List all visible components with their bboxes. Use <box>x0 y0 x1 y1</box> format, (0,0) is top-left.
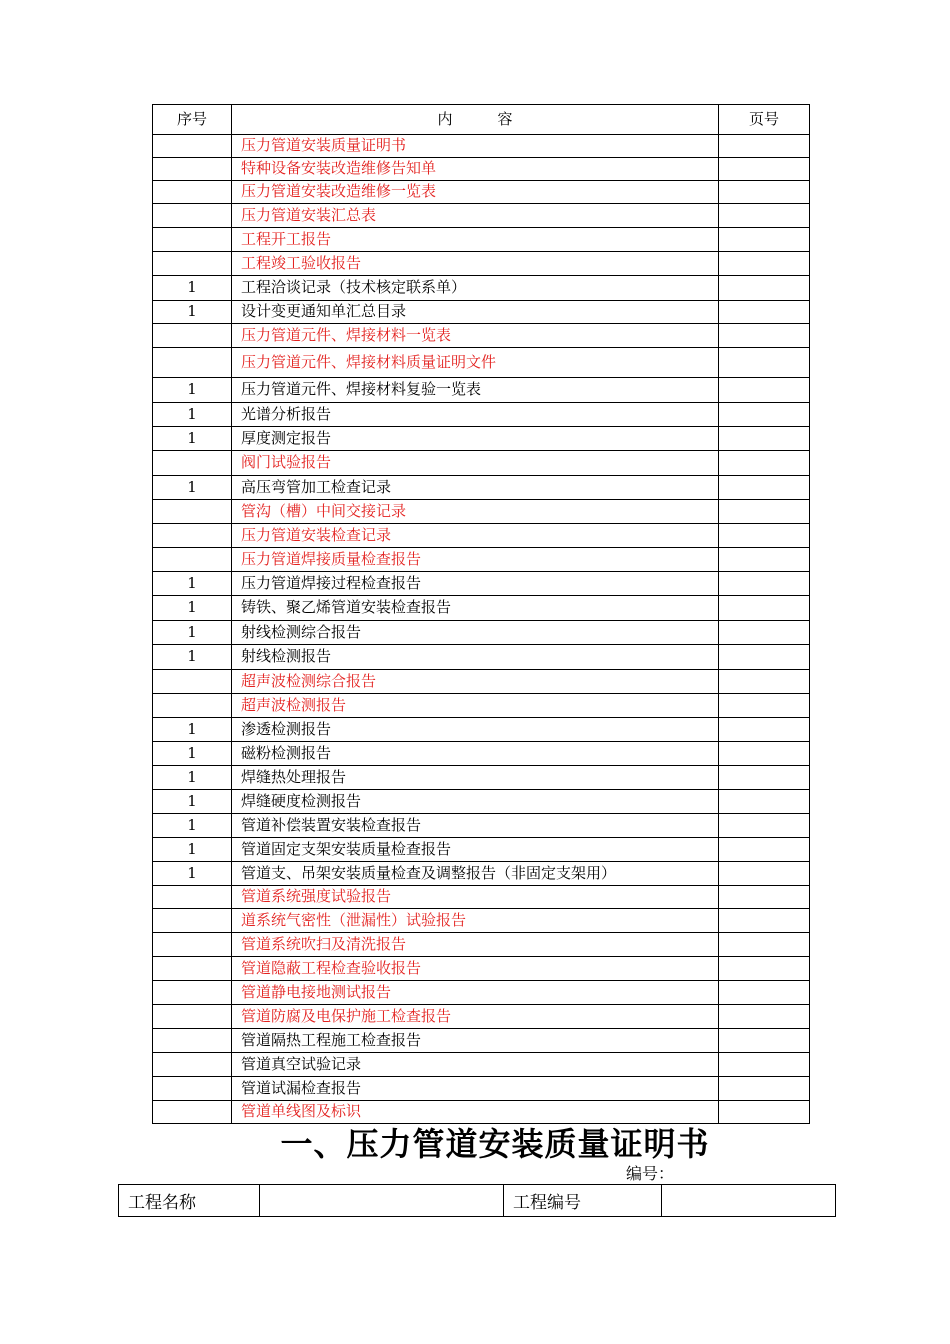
toc-row-page <box>719 301 810 324</box>
project-info-table <box>118 1184 836 1217</box>
toc-row-content: 管道防腐及电保护施工检查报告 <box>232 1005 719 1029</box>
toc-row-content: 管道固定支架安装质量检查报告 <box>232 838 719 862</box>
toc-row-content: 管道静电接地测试报告 <box>232 981 719 1005</box>
project-number-field[interactable] <box>662 1185 836 1217</box>
toc-row-seq <box>153 348 232 378</box>
toc-row-content: 压力管道元件、焊接材料一览表 <box>232 324 719 348</box>
project-info-row <box>119 1185 836 1217</box>
toc-row <box>153 645 810 670</box>
project-name-label: 工程名称 <box>119 1185 260 1217</box>
toc-row-seq <box>153 451 232 476</box>
toc-row-content: 射线检测报告 <box>232 645 719 670</box>
toc-row <box>153 1077 810 1101</box>
project-name-field[interactable] <box>260 1185 504 1217</box>
toc-row-page <box>719 348 810 378</box>
toc-row-page <box>719 228 810 252</box>
toc-row-page <box>719 403 810 427</box>
toc-row-seq <box>153 1077 232 1101</box>
toc-row <box>153 862 810 886</box>
toc-row <box>153 158 810 181</box>
toc-row-page <box>719 476 810 500</box>
toc-row <box>153 933 810 957</box>
toc-row <box>153 301 810 324</box>
toc-row-seq <box>153 981 232 1005</box>
toc-row-seq: 1 <box>153 838 232 862</box>
toc-row-content: 厚度测定报告 <box>232 427 719 451</box>
toc-row <box>153 427 810 451</box>
toc-row <box>153 252 810 276</box>
section-title: 一、压力管道安装质量证明书 <box>280 1125 710 1163</box>
toc-row <box>153 838 810 862</box>
toc-row-seq: 1 <box>153 276 232 301</box>
toc-header-row <box>153 105 810 135</box>
toc-row-content: 管道真空试验记录 <box>232 1053 719 1077</box>
toc-row <box>153 135 810 158</box>
toc-row-page <box>719 933 810 957</box>
toc-row-page <box>719 324 810 348</box>
toc-row-page <box>719 427 810 451</box>
toc-row-content: 压力管道元件、焊接材料复验一览表 <box>232 378 719 403</box>
toc-row-page <box>719 596 810 621</box>
toc-row <box>153 276 810 301</box>
toc-row-seq: 1 <box>153 572 232 596</box>
toc-row-content: 工程竣工验收报告 <box>232 252 719 276</box>
toc-row-page <box>719 524 810 548</box>
toc-row-seq: 1 <box>153 596 232 621</box>
toc-row <box>153 766 810 790</box>
toc-row-page <box>719 838 810 862</box>
toc-row-seq <box>153 500 232 524</box>
toc-row <box>153 181 810 204</box>
header-seq: 序号 <box>153 105 232 135</box>
toc-row-page <box>719 1029 810 1053</box>
document-number-label: 编号： <box>626 1164 675 1183</box>
toc-row-seq <box>153 933 232 957</box>
toc-row-content: 管道补偿装置安装检查报告 <box>232 814 719 838</box>
toc-row-seq <box>153 1005 232 1029</box>
toc-row-page <box>719 500 810 524</box>
toc-row <box>153 451 810 476</box>
toc-row-content: 超声波检测报告 <box>232 694 719 718</box>
toc-row-content: 管道单线图及标识 <box>232 1101 719 1124</box>
toc-row-content: 射线检测综合报告 <box>232 621 719 645</box>
toc-row-page <box>719 135 810 158</box>
toc-row-seq <box>153 524 232 548</box>
toc-row-seq <box>153 1053 232 1077</box>
project-number-label: 工程编号 <box>504 1185 662 1217</box>
toc-row-page <box>719 451 810 476</box>
toc-row-seq: 1 <box>153 790 232 814</box>
toc-row-content: 压力管道焊接过程检查报告 <box>232 572 719 596</box>
toc-row-content: 阀门试验报告 <box>232 451 719 476</box>
toc-row-seq <box>153 228 232 252</box>
toc-row-content: 特种设备安装改造维修告知单 <box>232 158 719 181</box>
toc-row-content: 压力管道安装质量证明书 <box>232 135 719 158</box>
toc-row-seq: 1 <box>153 718 232 742</box>
toc-row-page <box>719 718 810 742</box>
toc-row-page <box>719 621 810 645</box>
toc-row-content: 光谱分析报告 <box>232 403 719 427</box>
toc-row-seq <box>153 158 232 181</box>
toc-row-page <box>719 378 810 403</box>
toc-row <box>153 378 810 403</box>
toc-row-content: 压力管道元件、焊接材料质量证明文件 <box>232 348 719 378</box>
toc-table <box>152 104 810 1124</box>
toc-row-seq: 1 <box>153 814 232 838</box>
toc-row <box>153 548 810 572</box>
toc-row-content: 管道系统强度试验报告 <box>232 886 719 909</box>
toc-row-seq <box>153 909 232 933</box>
toc-row-content: 焊缝热处理报告 <box>232 766 719 790</box>
toc-row-page <box>719 694 810 718</box>
toc-row-content: 压力管道安装改造维修一览表 <box>232 181 719 204</box>
toc-row-seq: 1 <box>153 742 232 766</box>
toc-row-page <box>719 252 810 276</box>
toc-row-seq: 1 <box>153 645 232 670</box>
toc-row-content: 渗透检测报告 <box>232 718 719 742</box>
toc-row-page <box>719 645 810 670</box>
toc-row-page <box>719 572 810 596</box>
toc-row <box>153 814 810 838</box>
toc-row <box>153 476 810 500</box>
toc-row <box>153 1053 810 1077</box>
header-page: 页号 <box>719 105 810 135</box>
toc-row-content: 道系统气密性（泄漏性）试验报告 <box>232 909 719 933</box>
toc-row-page <box>719 1077 810 1101</box>
toc-row-content: 管道系统吹扫及清洗报告 <box>232 933 719 957</box>
header-content: 内 容 <box>232 105 719 135</box>
toc-row-page <box>719 766 810 790</box>
toc-row <box>153 718 810 742</box>
toc-row <box>153 909 810 933</box>
toc-row <box>153 324 810 348</box>
toc-row-content: 焊缝硬度检测报告 <box>232 790 719 814</box>
toc-row-content: 压力管道焊接质量检查报告 <box>232 548 719 572</box>
toc-row-content: 管道隐蔽工程检查验收报告 <box>232 957 719 981</box>
toc-row-seq <box>153 181 232 204</box>
toc-row-page <box>719 670 810 694</box>
toc-row-seq: 1 <box>153 476 232 500</box>
toc-row <box>153 1005 810 1029</box>
toc-row-page <box>719 909 810 933</box>
toc-row-page <box>719 276 810 301</box>
toc-row-page <box>719 1053 810 1077</box>
toc-row <box>153 670 810 694</box>
toc-row-seq <box>153 886 232 909</box>
toc-row-content: 超声波检测综合报告 <box>232 670 719 694</box>
toc-row-content: 管沟（槽）中间交接记录 <box>232 500 719 524</box>
toc-row-seq <box>153 694 232 718</box>
toc-row <box>153 500 810 524</box>
toc-row <box>153 790 810 814</box>
toc-row-seq <box>153 324 232 348</box>
toc-row-page <box>719 1005 810 1029</box>
toc-row <box>153 1029 810 1053</box>
toc-row <box>153 981 810 1005</box>
toc-row <box>153 886 810 909</box>
toc-row-content: 工程洽谈记录（技术核定联系单） <box>232 276 719 301</box>
toc-row <box>153 621 810 645</box>
toc-row-page <box>719 814 810 838</box>
toc-row-content: 压力管道安装汇总表 <box>232 204 719 228</box>
toc-row <box>153 204 810 228</box>
toc-row-seq: 1 <box>153 301 232 324</box>
toc-row <box>153 742 810 766</box>
toc-row-seq: 1 <box>153 621 232 645</box>
toc-row-content: 管道隔热工程施工检查报告 <box>232 1029 719 1053</box>
toc-row-page <box>719 548 810 572</box>
toc-row-page <box>719 181 810 204</box>
toc-row-seq: 1 <box>153 766 232 790</box>
toc-row-seq <box>153 135 232 158</box>
toc-row <box>153 228 810 252</box>
toc-row-page <box>719 862 810 886</box>
toc-row-page <box>719 981 810 1005</box>
toc-row <box>153 572 810 596</box>
toc-row-seq: 1 <box>153 378 232 403</box>
toc-row-seq <box>153 204 232 228</box>
toc-row <box>153 403 810 427</box>
toc-row-content: 铸铁、聚乙烯管道安装检查报告 <box>232 596 719 621</box>
toc-row-seq <box>153 957 232 981</box>
toc-row-page <box>719 204 810 228</box>
toc-row-page <box>719 957 810 981</box>
toc-row-content: 磁粉检测报告 <box>232 742 719 766</box>
toc-row-seq: 1 <box>153 403 232 427</box>
toc-row <box>153 596 810 621</box>
toc-row <box>153 524 810 548</box>
toc-row-content: 高压弯管加工检查记录 <box>232 476 719 500</box>
toc-row-page <box>719 742 810 766</box>
toc-row <box>153 348 810 378</box>
toc-row-page <box>719 790 810 814</box>
toc-row-seq <box>153 670 232 694</box>
toc-row-content: 管道试漏检查报告 <box>232 1077 719 1101</box>
toc-row-seq <box>153 548 232 572</box>
toc-row-seq: 1 <box>153 427 232 451</box>
toc-row-seq <box>153 1029 232 1053</box>
toc-row <box>153 957 810 981</box>
toc-row-content: 管道支、吊架安装质量检查及调整报告（非固定支架用） <box>232 862 719 886</box>
toc-row-seq <box>153 252 232 276</box>
toc-row-content: 压力管道安装检查记录 <box>232 524 719 548</box>
toc-row-content: 设计变更通知单汇总目录 <box>232 301 719 324</box>
toc-row-seq: 1 <box>153 862 232 886</box>
toc-row-page <box>719 158 810 181</box>
toc-row-page <box>719 886 810 909</box>
toc-row-content: 工程开工报告 <box>232 228 719 252</box>
toc-row <box>153 694 810 718</box>
